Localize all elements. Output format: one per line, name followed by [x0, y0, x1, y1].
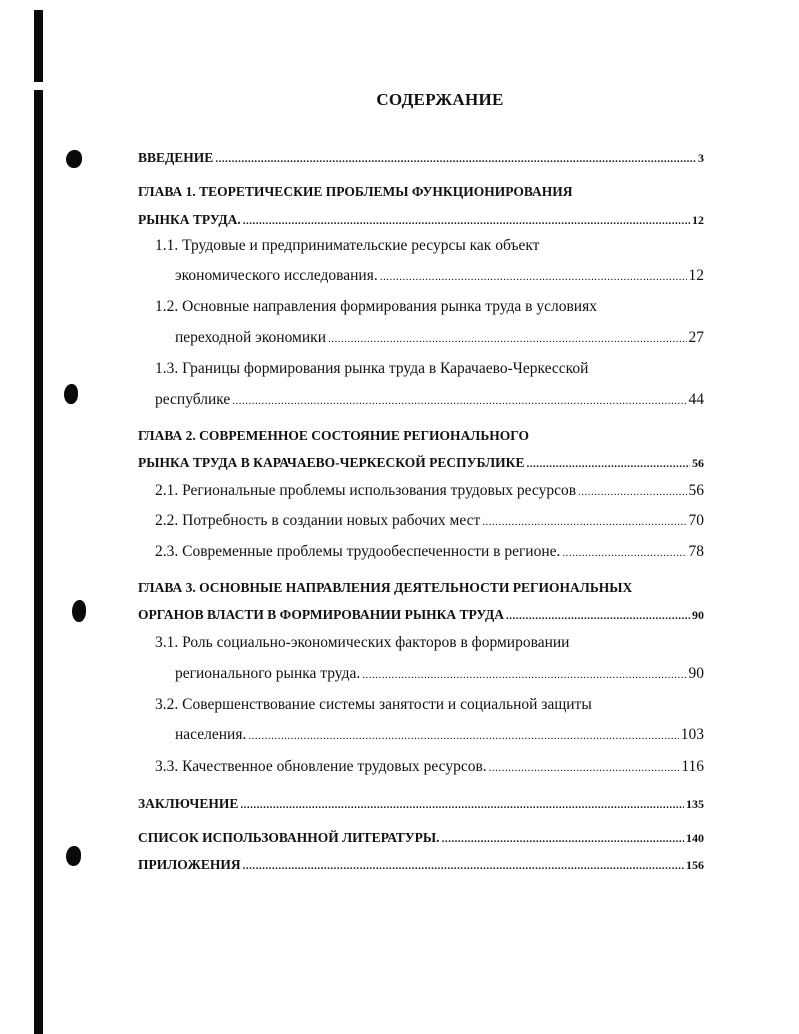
- toc-entry-conclusion: [138, 794, 704, 815]
- punch-hole-mark: [64, 384, 78, 404]
- toc-page: 12: [688, 267, 704, 284]
- toc-label: СПИСОК ИСПОЛЬЗОВАННОЙ ЛИТЕРАТУРЫ.: [138, 830, 440, 845]
- toc-leader: [506, 606, 690, 626]
- toc-label: экономического исследования.: [175, 267, 378, 284]
- toc-entry-intro: [138, 148, 704, 169]
- toc-page: 78: [688, 543, 704, 560]
- toc-page: 3: [698, 151, 704, 165]
- toc-section-3-2: [175, 725, 704, 746]
- toc-section-1-3: [155, 390, 704, 411]
- toc-label: ОРГАНОВ ВЛАСТИ В ФОРМИРОВАНИИ РЫНКА ТРУДА: [138, 607, 504, 622]
- toc-page: 12: [692, 213, 704, 227]
- toc-page: 90: [688, 665, 704, 682]
- page-title: СОДЕРЖАНИЕ: [376, 90, 504, 109]
- toc-label: РЫНКА ТРУДА.: [138, 212, 241, 227]
- punch-hole-mark: [66, 150, 82, 168]
- toc-label: ПРИЛОЖЕНИЯ: [138, 857, 241, 872]
- toc-leader: [243, 856, 684, 876]
- toc-section-3-1: [175, 664, 704, 685]
- toc-section-1-2-heading: 1.2. Основные направления формирования рынка труда в условиях: [155, 298, 597, 315]
- toc-section-3-3: [155, 757, 704, 778]
- punch-hole-mark: [72, 600, 86, 622]
- toc-leader: [482, 512, 686, 532]
- toc-leader: [248, 726, 678, 746]
- toc-chapter-1-heading: ГЛАВА 1. ТЕОРЕТИЧЕСКИЕ ПРОБЛЕМЫ ФУНКЦИОНИРОВАНИЯ: [138, 184, 573, 199]
- toc-leader: [380, 267, 687, 287]
- toc-chapter-2: [138, 453, 704, 474]
- toc-page: 140: [686, 831, 704, 845]
- toc-label: переходной экономики: [175, 329, 326, 346]
- toc-leader: [215, 149, 696, 169]
- toc-leader: [489, 758, 680, 778]
- toc-label: ЗАКЛЮЧЕНИЕ: [138, 796, 239, 811]
- punch-hole-mark: [66, 846, 81, 866]
- toc-page: 56: [692, 456, 704, 470]
- toc-section-2-3: [155, 542, 704, 563]
- toc-label: населения.: [175, 726, 247, 743]
- toc-page: 70: [688, 512, 704, 529]
- toc-leader: [240, 795, 684, 815]
- toc-chapter-1: [138, 210, 704, 231]
- toc-label: 2.2. Потребность в создании новых рабочих мест: [155, 512, 481, 529]
- toc-section-1-1: [175, 266, 704, 287]
- toc-entry-appendix: [138, 855, 704, 876]
- toc-page: 116: [681, 758, 704, 775]
- toc-leader: [578, 482, 686, 502]
- toc-page: 27: [688, 329, 704, 346]
- toc-label: 3.3. Качественное обновление трудовых ресурсов.: [155, 758, 487, 775]
- toc-label: ВВЕДЕНИЕ: [138, 150, 214, 165]
- toc-label: РЫНКА ТРУДА В КАРАЧАЕВО-ЧЕРКЕСКОЙ РЕСПУБЛИКЕ: [138, 455, 525, 470]
- toc-leader: [243, 211, 690, 231]
- toc-page: 90: [692, 608, 704, 622]
- toc-chapter-2-heading: ГЛАВА 2. СОВРЕМЕННОЕ СОСТОЯНИЕ РЕГИОНАЛЬНОГО: [138, 428, 530, 443]
- toc-page: 44: [688, 391, 704, 408]
- toc-label: регионального рынка труда.: [175, 665, 361, 682]
- toc-section-2-1: [155, 481, 704, 502]
- toc-leader: [562, 543, 686, 563]
- toc-leader: [442, 829, 684, 849]
- toc-leader: [232, 391, 686, 411]
- toc-entry-literature: [138, 828, 704, 849]
- toc-section-1-3-heading: 1.3. Границы формирования рынка труда в Карачаево-Черкесской: [155, 360, 589, 377]
- toc-chapter-3-heading: ГЛАВА 3. ОСНОВНЫЕ НАПРАВЛЕНИЯ ДЕЯТЕЛЬНОСТИ РЕГИОНАЛЬНЫХ: [138, 580, 633, 595]
- toc-section-1-2: [175, 328, 704, 349]
- scan-edge-bar: [34, 10, 43, 82]
- toc-page: 156: [686, 858, 704, 872]
- toc-label: 2.3. Современные проблемы трудообеспеченности в регионе.: [155, 543, 561, 560]
- toc-section-3-1-heading: 3.1. Роль социально-экономических факторов в формировании: [155, 634, 570, 651]
- scan-edge-bar: [34, 90, 43, 1034]
- toc-leader: [362, 665, 686, 685]
- toc-page: 103: [680, 726, 704, 743]
- toc-leader: [526, 454, 690, 474]
- toc-label: республике: [155, 391, 231, 408]
- toc-label: 2.1. Региональные проблемы использования трудовых ресурсов: [155, 482, 577, 499]
- toc-leader: [328, 329, 687, 349]
- toc-page: 135: [686, 797, 704, 811]
- toc-section-1-1-heading: 1.1. Трудовые и предпринимательские ресурсы как объект: [155, 237, 540, 254]
- toc-chapter-3: [138, 605, 704, 626]
- toc-page: 56: [688, 482, 704, 499]
- toc-section-3-2-heading: 3.2. Совершенствование системы занятости и социальной защиты: [155, 696, 592, 713]
- toc-section-2-2: [155, 511, 704, 532]
